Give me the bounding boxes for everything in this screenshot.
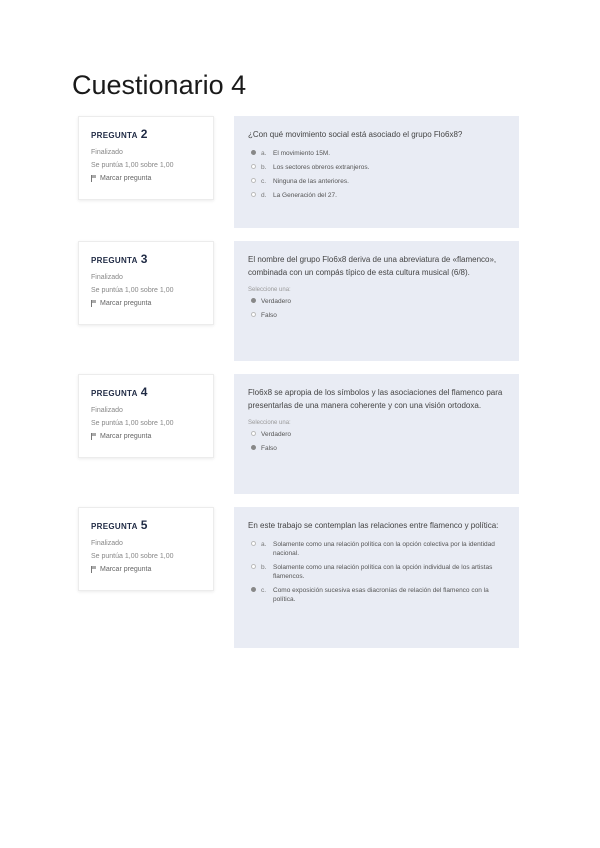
answer-letter: a. xyxy=(261,150,267,157)
question-label: PREGUNTA xyxy=(91,256,138,265)
answer-option[interactable] xyxy=(248,191,505,200)
answer-list xyxy=(248,540,505,604)
flag-icon xyxy=(91,300,97,307)
question-info xyxy=(78,374,214,458)
answer-text: Solamente como una relación política con la opción individual de los artistas flamencos. xyxy=(273,564,493,580)
answer-prompt: Seleccione una: xyxy=(248,420,291,426)
answer-list xyxy=(248,149,505,200)
flag-label: Marcar pregunta xyxy=(100,566,152,573)
page-title: Cuestionario 4 xyxy=(72,70,247,100)
answer-letter: a. xyxy=(261,541,267,548)
flag-question-link[interactable] xyxy=(91,175,213,182)
answer-text: Los sectores obreros extranjeros. xyxy=(273,164,370,171)
question-content xyxy=(234,241,519,361)
question-grade: Se puntúa 1,00 sobre 1,00 xyxy=(91,287,174,294)
question-text: ¿Con qué movimiento social está asociado el grupo Flo6x8? xyxy=(248,130,463,139)
flag-icon xyxy=(91,175,97,182)
radio-button[interactable] xyxy=(251,541,256,546)
answer-text: Falso xyxy=(261,445,277,452)
answer-letter: c. xyxy=(261,587,267,594)
answer-text: Verdadero xyxy=(261,298,291,305)
flag-question-link[interactable] xyxy=(91,300,213,307)
radio-button[interactable] xyxy=(251,312,256,317)
answer-option[interactable] xyxy=(248,297,505,306)
flag-icon xyxy=(91,433,97,440)
question-content xyxy=(234,374,519,494)
answer-list xyxy=(248,297,505,320)
question-grade: Se puntúa 1,00 sobre 1,00 xyxy=(91,553,174,560)
question-text: El nombre del grupo Flo6x8 deriva de una abreviatura de «flamenco», combinada con un compás típico de esta cultura musical (6/8). xyxy=(248,255,497,277)
flag-label: Marcar pregunta xyxy=(100,175,152,182)
question-info xyxy=(78,507,214,591)
answer-text: Como exposición sucesiva esas diacronías de relación del flamenco con la política. xyxy=(273,587,489,603)
question-text: En este trabajo se contemplan las relaciones entre flamenco y política: xyxy=(248,521,499,530)
answer-option[interactable] xyxy=(248,444,505,453)
question-number-value: 2 xyxy=(140,127,148,141)
question-number-value: 4 xyxy=(140,385,148,399)
question-content xyxy=(234,116,519,228)
question-number xyxy=(91,516,213,534)
answer-text: Verdadero xyxy=(261,431,291,438)
answer-letter: b. xyxy=(261,164,267,171)
radio-button[interactable] xyxy=(251,192,256,197)
question-label: PREGUNTA xyxy=(91,389,138,398)
radio-button[interactable] xyxy=(251,298,256,303)
answer-text: La Generación del 27. xyxy=(273,192,337,199)
question-state: Finalizado xyxy=(91,149,123,156)
radio-button[interactable] xyxy=(251,564,256,569)
question-state: Finalizado xyxy=(91,407,123,414)
answer-prompt: Seleccione una: xyxy=(248,287,291,293)
answer-text: Falso xyxy=(261,312,277,319)
question-info xyxy=(78,116,214,200)
question-state: Finalizado xyxy=(91,540,123,547)
flag-label: Marcar pregunta xyxy=(100,300,152,307)
question-number xyxy=(91,125,213,143)
question-grade: Se puntúa 1,00 sobre 1,00 xyxy=(91,162,174,169)
question-number xyxy=(91,250,213,268)
flag-label: Marcar pregunta xyxy=(100,433,152,440)
answer-list xyxy=(248,430,505,453)
radio-button[interactable] xyxy=(251,587,256,592)
question-state: Finalizado xyxy=(91,274,123,281)
radio-button[interactable] xyxy=(251,150,256,155)
answer-option[interactable] xyxy=(248,430,505,439)
answer-option[interactable] xyxy=(248,311,505,320)
question-label: PREGUNTA xyxy=(91,131,138,140)
flag-question-link[interactable] xyxy=(91,433,213,440)
question-text: Flo6x8 se apropia de los símbolos y las asociaciones del flamenco para presentarlas de una manera coherente y con una visión ortodoxa. xyxy=(248,388,503,410)
answer-option[interactable] xyxy=(248,163,505,172)
answer-text: El movimiento 15M. xyxy=(273,150,331,157)
answer-text: Ninguna de las anteriores. xyxy=(273,178,349,185)
answer-option[interactable] xyxy=(248,177,505,186)
answer-letter: c. xyxy=(261,178,267,185)
answer-option[interactable] xyxy=(248,586,505,604)
flag-question-link[interactable] xyxy=(91,566,213,573)
answer-option[interactable] xyxy=(248,563,505,581)
radio-button[interactable] xyxy=(251,445,256,450)
question-number-value: 5 xyxy=(140,518,148,532)
radio-button[interactable] xyxy=(251,178,256,183)
question-label: PREGUNTA xyxy=(91,522,138,531)
question-info xyxy=(78,241,214,325)
flag-icon xyxy=(91,566,97,573)
answer-letter: b. xyxy=(261,564,267,571)
radio-button[interactable] xyxy=(251,164,256,169)
question-number-value: 3 xyxy=(140,252,148,266)
question-grade: Se puntúa 1,00 sobre 1,00 xyxy=(91,420,174,427)
radio-button[interactable] xyxy=(251,431,256,436)
answer-option[interactable] xyxy=(248,540,505,558)
question-content xyxy=(234,507,519,648)
question-number xyxy=(91,383,213,401)
answer-option[interactable] xyxy=(248,149,505,158)
answer-text: Solamente como una relación política con la opción colectiva por la identidad nacional. xyxy=(273,541,495,557)
answer-letter: d. xyxy=(261,192,267,199)
